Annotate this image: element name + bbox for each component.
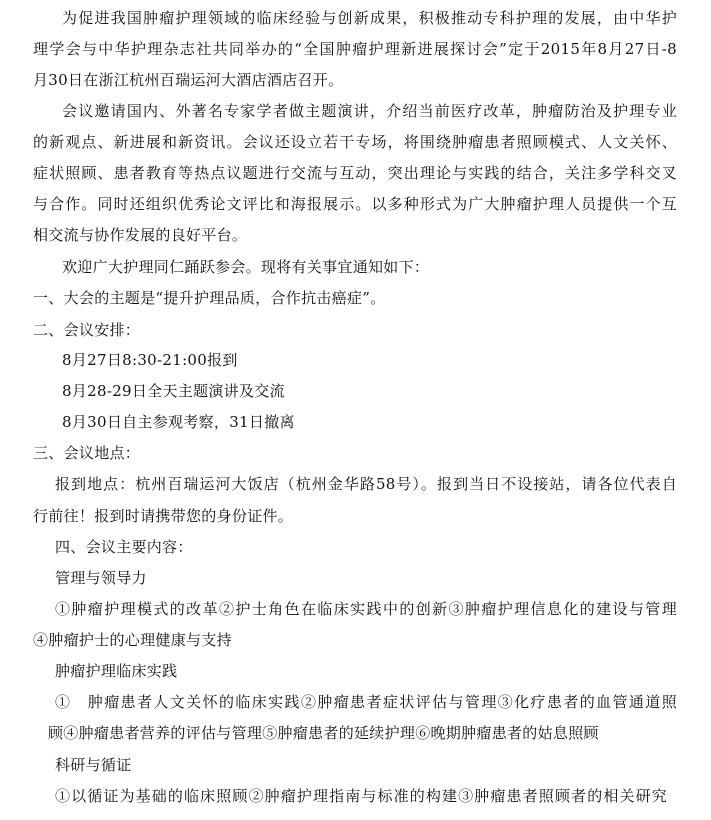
intro-line-3: 月30日在浙江杭州百瑞运河大酒店酒店召开。 — [33, 71, 344, 89]
section-2-heading: 二、会议安排： — [33, 321, 141, 339]
topic-2-line-1: ① 肿瘤患者人文关怀的临床实践②肿瘤患者症状评估与管理③化疗患者的血管通道照 — [55, 693, 677, 711]
schedule-item-3: 8月30日自主参观考察，31日撤离 — [62, 413, 295, 431]
venue-line-2: 行前往！报到时请携带您的身份证件。 — [33, 507, 294, 525]
topic-2-title: 肿瘤护理临床实践 — [55, 662, 178, 680]
section-1-heading: 一、大会的主题是“提升护理品质，合作抗击癌症”。 — [33, 289, 386, 307]
topic-1-title: 管理与领导力 — [55, 569, 147, 587]
invite-line-1: 会议邀请国内、外著名专家学者做主题演讲，介绍当前医疗改革，肿瘤防治及护理专业 — [62, 102, 677, 120]
intro-line-1: 为促进我国肿瘤护理领域的临床经验与创新成果，积极推动专科护理的发展，由中华护 — [62, 9, 677, 27]
welcome-line: 欢迎广大护理同仁踊跃参会。现将有关事宜通知如下： — [62, 258, 430, 276]
invite-line-4: 与合作。同时还组织优秀论文评比和海报展示。以多种形式为广大肿瘤护理人员提供一个互 — [33, 195, 677, 213]
invite-line-2: 的新观点、新进展和新资讯。会议还设立若干专场，将围绕肿瘤患者照顾模式、人文关怀、 — [33, 133, 677, 151]
section-4-heading: 四、会议主要内容： — [55, 538, 193, 556]
topic-3-title: 科研与循证 — [55, 756, 132, 774]
section-3-heading: 三、会议地点： — [33, 444, 141, 462]
topic-1-line-1: ①肿瘤护理模式的改革②护士角色在临床实践中的创新③肿瘤护理信息化的建设与管理 — [55, 600, 677, 618]
venue-line-1: 报到地点：杭州百瑞运河大饭店（杭州金华路58号）。报到当日不设接站，请各位代表自 — [55, 475, 677, 493]
intro-line-2: 理学会与中华护理杂志社共同举办的“全国肿瘤护理新进展探讨会”定于2015年8月27日-8 — [33, 40, 677, 58]
schedule-item-2: 8月28-29日全天主题演讲及交流 — [62, 382, 285, 400]
topic-2-line-2: 顾④肿瘤患者营养的评估与管理⑤肿瘤患者的延续护理⑥晚期肿瘤患者的姑息照顾 — [48, 724, 599, 742]
invite-line-3: 症状照顾、患者教育等热点议题进行交流与互动，突出理论与实践的结合，关注多学科交叉 — [33, 164, 677, 182]
topic-3-line-1: ①以循证为基础的临床照顾②肿瘤护理指南与标准的构建③肿瘤患者照顾者的相关研究 — [55, 787, 667, 805]
topic-1-line-2: ④肿瘤护士的心理健康与支持 — [33, 631, 232, 649]
schedule-item-1: 8月27日8:30-21:00报到 — [62, 351, 238, 369]
invite-line-5: 相交流与协作发展的良好平台。 — [33, 226, 248, 244]
